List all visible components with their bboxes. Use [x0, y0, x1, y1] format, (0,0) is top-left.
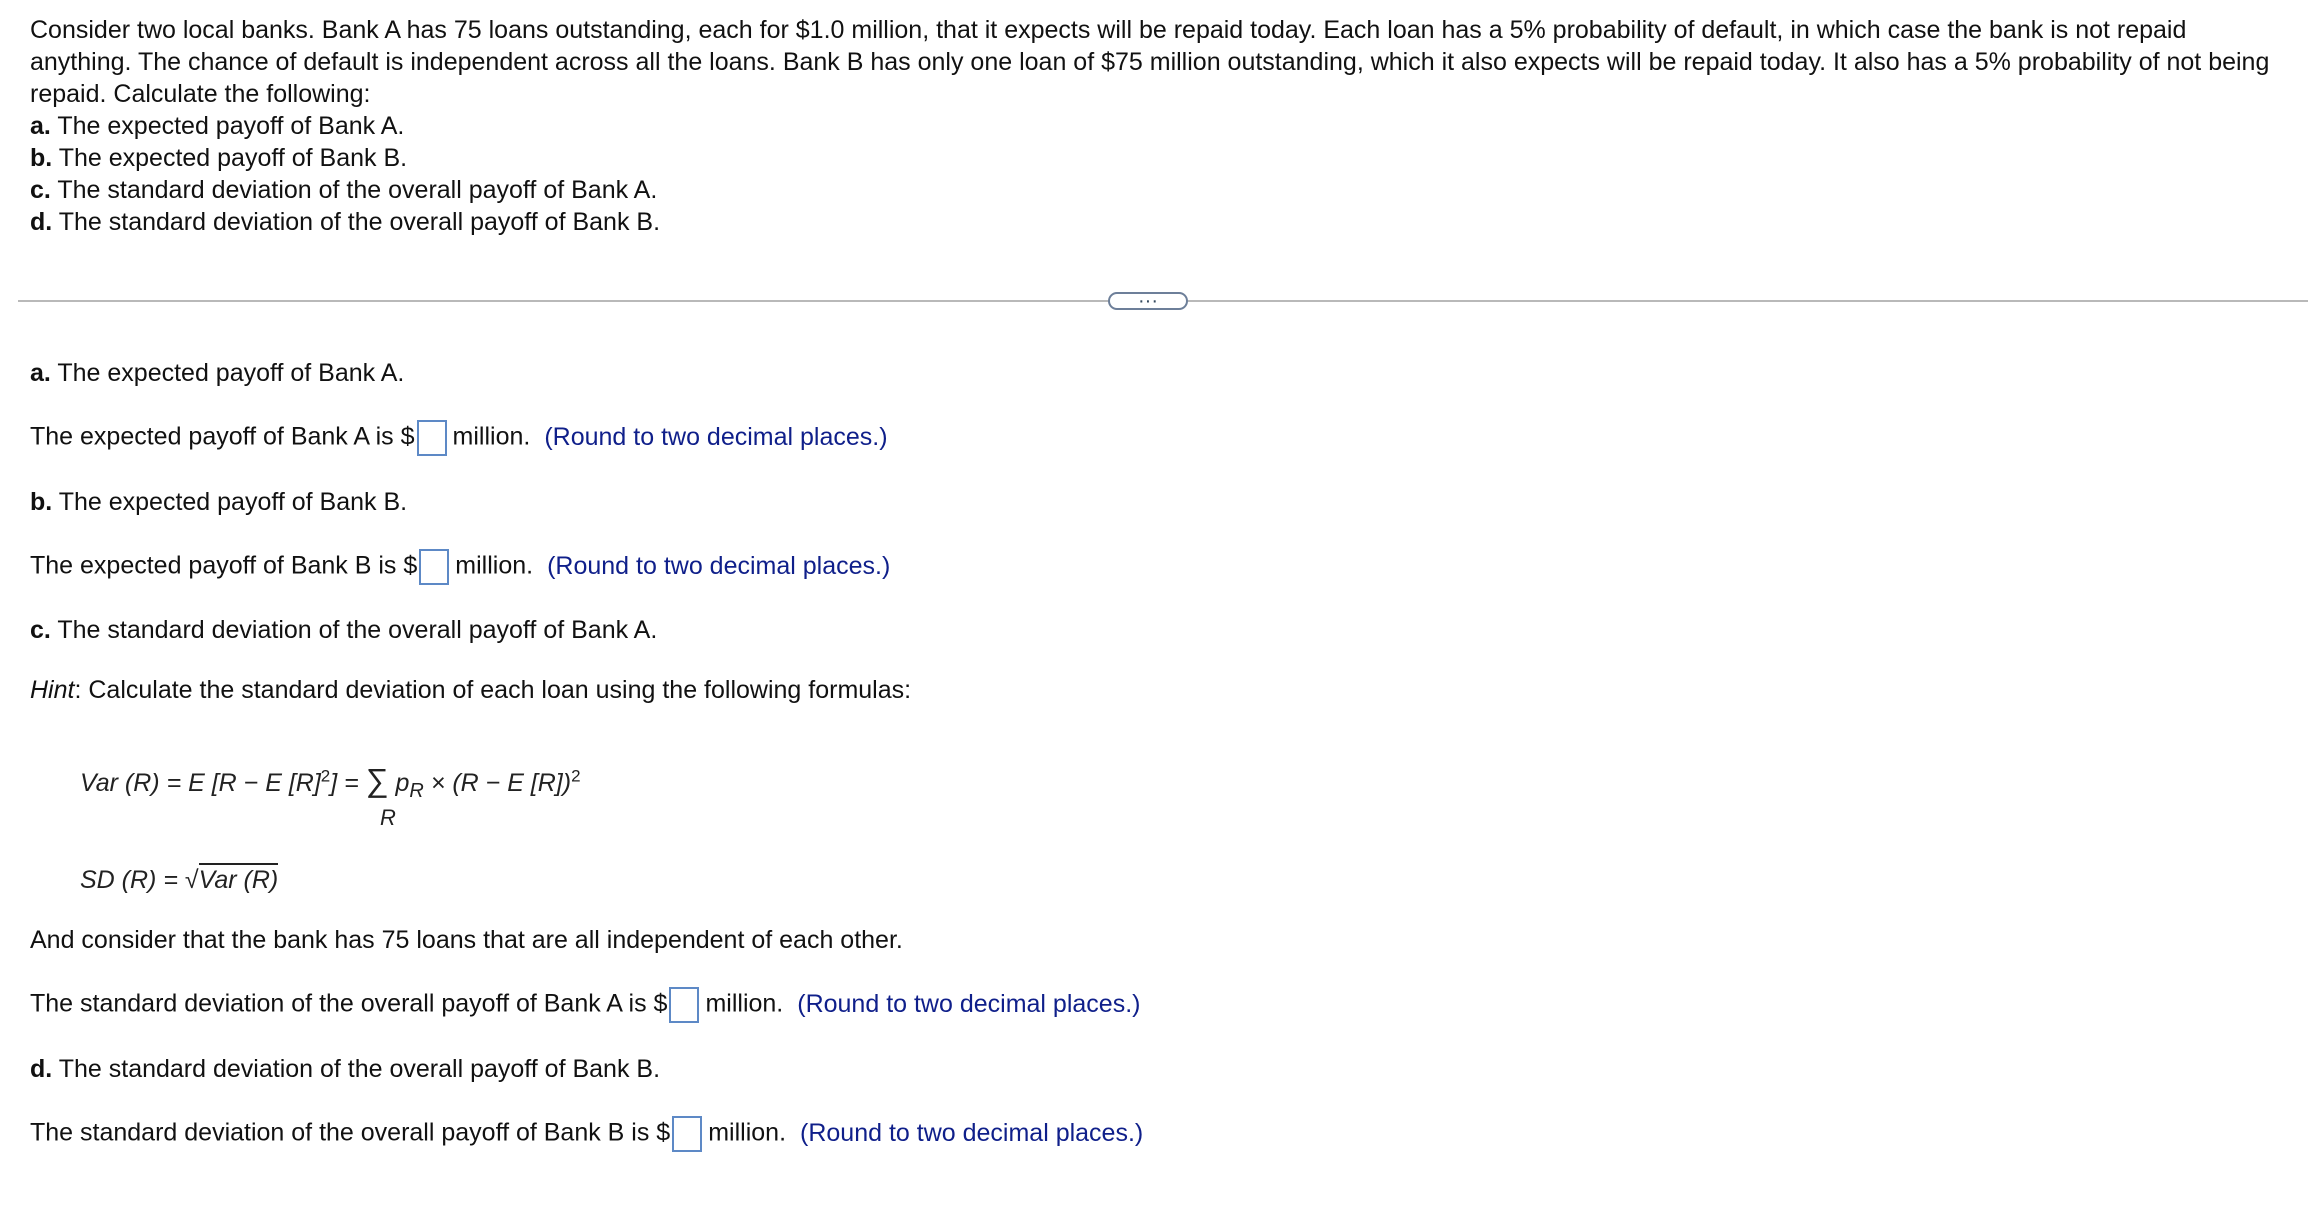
answer-input-d[interactable]	[672, 1116, 702, 1152]
answer-input-c[interactable]	[669, 987, 699, 1023]
sigma-symbol: ∑	[365, 762, 389, 798]
part-a-heading: a. The expected payoff of Bank A.	[30, 359, 405, 387]
answer-input-a[interactable]	[417, 420, 447, 456]
answer-input-b[interactable]	[419, 549, 449, 585]
rounding-hint: (Round to two decimal places.)	[797, 989, 1141, 1018]
part-d-heading: d. The standard deviation of the overall payoff of Bank B.	[30, 1055, 661, 1083]
sd-formula: SD (R) = √Var (R)	[80, 866, 278, 895]
part-b-heading: b. The expected payoff of Bank B.	[30, 488, 408, 516]
rounding-hint: (Round to two decimal places.)	[544, 422, 888, 451]
problem-part-c: c. The standard deviation of the overall payoff of Bank A.	[30, 176, 658, 204]
part-b-answer-row: The expected payoff of Bank B is $ million. (Round to two decimal places.)	[30, 549, 890, 585]
hint-line: Hint: Calculate the standard deviation of each loan using the following formulas:	[30, 676, 912, 704]
problem-part-d: d. The standard deviation of the overall payoff of Bank B.	[30, 208, 661, 236]
rounding-hint: (Round to two decimal places.)	[547, 551, 891, 580]
sqrt-symbol: √	[184, 866, 199, 894]
more-options-button[interactable]: ···	[1108, 292, 1188, 310]
part-a-answer-row: The expected payoff of Bank A is $ million. (Round to two decimal places.)	[30, 420, 888, 456]
independence-note: And consider that the bank has 75 loans that are all independent of each other.	[30, 926, 903, 954]
part-c-heading: c. The standard deviation of the overall payoff of Bank A.	[30, 616, 658, 644]
problem-statement	[30, 14, 2290, 238]
section-divider	[18, 286, 2308, 316]
problem-part-a: a. The expected payoff of Bank A.	[30, 112, 405, 140]
part-c-answer-row: The standard deviation of the overall payoff of Bank A is $ million. (Round to two decimal places.)	[30, 987, 1140, 1023]
problem-part-b: b. The expected payoff of Bank B.	[30, 144, 408, 172]
sigma-subscript: R	[380, 805, 396, 830]
rounding-hint: (Round to two decimal places.)	[800, 1118, 1144, 1147]
problem-parts	[30, 110, 2290, 238]
variance-formula: Var (R) = E [R − E $[R]^2$] = ∑ $p_R \times (R - E$ [R])$^2$	[80, 762, 581, 802]
problem-text: Consider two local banks. Bank A has 75 loans outstanding, each for $1.0 million, that it expects will be repaid today. Each loan has a 5% probability of default, in which case the bank is not repaid anything. The chance of default is independent across all the loans. Bank B has only one loan of $75 million outstanding, which it also expects will be repaid today. It also has a 5% probability of not being repaid. Calculate the following:	[30, 16, 2270, 108]
part-d-answer-row: The standard deviation of the overall payoff of Bank B is $ million. (Round to two decimal places.)	[30, 1116, 1143, 1152]
